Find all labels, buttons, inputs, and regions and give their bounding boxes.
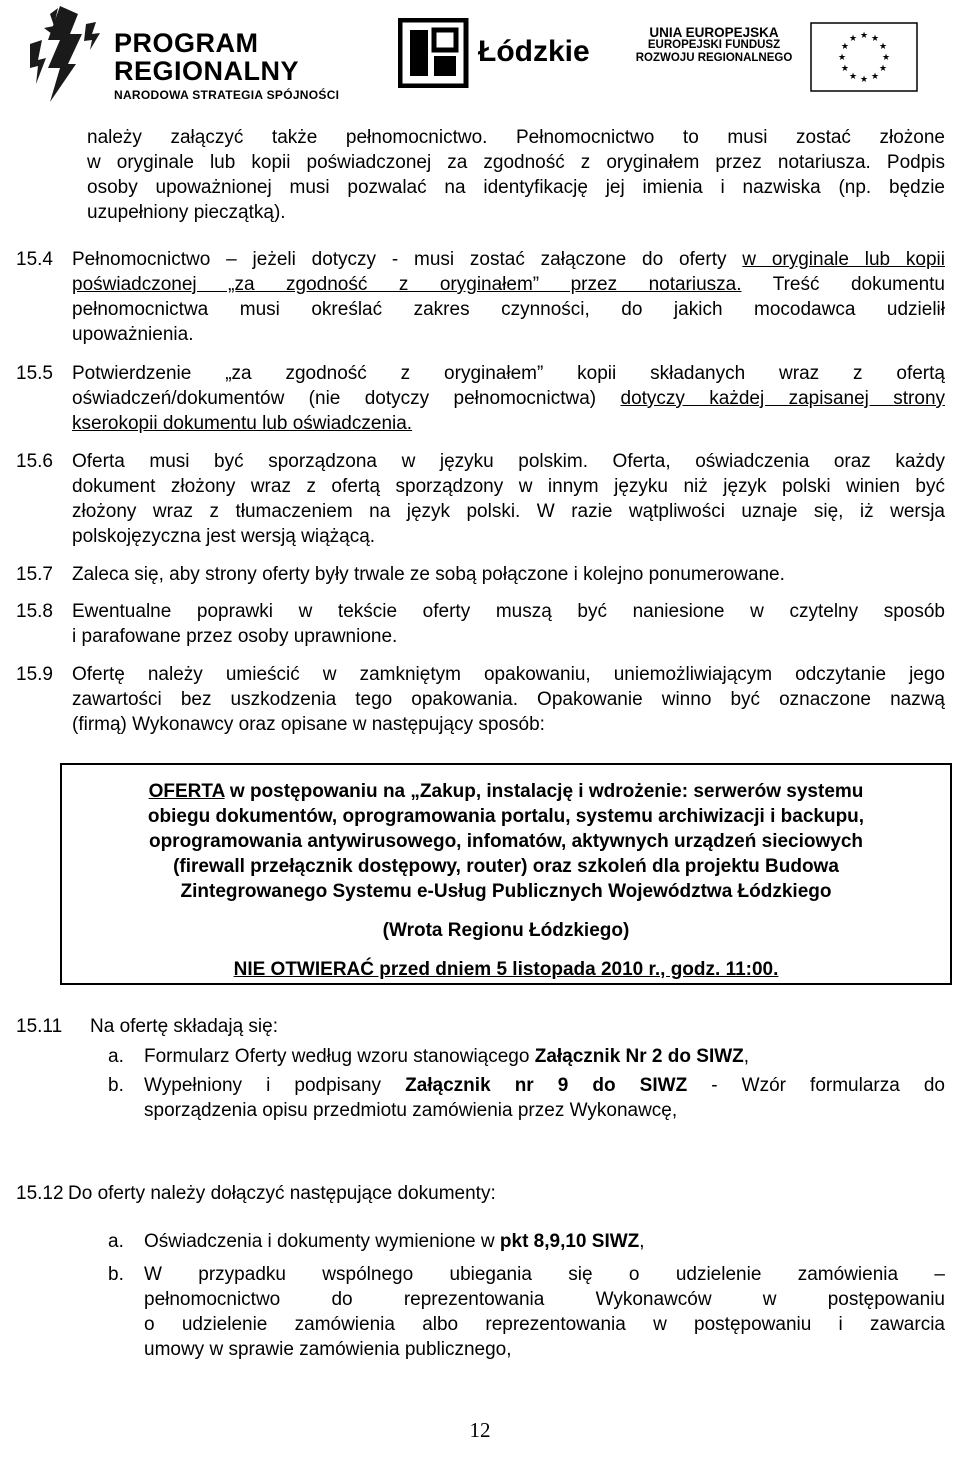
section-15-12-title: Do oferty należy dołączyć następujące dokumenty:: [68, 1183, 496, 1204]
eu-star-icon: ★: [870, 33, 880, 44]
eu-line1: UNIA EUROPEJSKA: [649, 25, 779, 40]
s15-5-underlined-2: kserokopii dokumentu lub oświadczenia.: [72, 413, 413, 434]
s15-4-text: Pełnomocnictwo – jeżeli dotyczy - musi zostać załączone do oferty: [72, 249, 743, 270]
section-15-4-line4: upoważnienia.: [72, 324, 194, 345]
box-line5: Zintegrowanego Systemu e-Usług Publicznych Województwa Łódzkiego: [180, 881, 832, 902]
section-15-9-line3: (firmą) Wykonawcy oraz opisane w następujący sposób:: [72, 714, 545, 735]
intro-line2: w oryginale lub kopii poświadczonej za zgodność z oryginałem przez notariusza. Podpis: [87, 152, 945, 173]
s15-12-a-line: [144, 1229, 945, 1254]
eu-text: [634, 26, 794, 65]
box-line1-text: w postępowaniu na „Zakup, instalację i wdrożenie: serwerów systemu: [224, 781, 864, 802]
section-15-6-line4: polskojęzyczna jest wersją wiążącą.: [72, 526, 376, 547]
box-line3: oprogramowania antywirusowego, infomatów, aktywnych urządzeń sieciowych: [148, 831, 864, 852]
s15-12-b-line3: o udzielenie zamówienia albo reprezentowania w postępowaniu i zawarcia: [144, 1314, 945, 1335]
section-15-9-line2: zawartości bez uszkodzenia tego opakowania. Opakowanie winno być oznaczone nazwą: [72, 689, 945, 710]
program-regionalny-logo: [30, 4, 360, 104]
section-15-11-title: Na ofertę składają się:: [90, 1016, 278, 1037]
section-15-6-number: 15.6: [16, 451, 53, 472]
page-number: 12: [469, 1418, 491, 1442]
intro-line4: uzupełniony pieczątką).: [87, 202, 286, 223]
section-15-8-line1: Ewentualne poprawki w tekście oferty muszą być naniesione w czytelny sposób: [72, 601, 945, 622]
s15-12-b-line2: pełnomocnictwo do reprezentowania Wykonawców w postępowaniu: [144, 1289, 945, 1310]
s15-4-text-2: Treść dokumentu: [741, 274, 945, 295]
eu-star-icon: ★: [840, 42, 849, 52]
s15-11-a-bold: Załącznik Nr 2 do SIWZ: [534, 1046, 744, 1067]
eu-flag-icon: [810, 22, 918, 92]
s15-12-b-line1: W przypadku wspólnego ubiegania się o udzielenie zamówienia –: [144, 1264, 945, 1285]
eu-star-icon: ★: [848, 33, 858, 44]
lodzkie-logo: [398, 18, 588, 88]
eu-star-icon: ★: [879, 64, 888, 74]
s15-12-a-label: a.: [108, 1231, 124, 1252]
s15-5-underlined: dotyczy każdej zapisanej strony: [620, 388, 946, 409]
offer-label-box: [60, 763, 952, 985]
s15-11-a-text: Formularz Oferty według wzoru stanowiącego: [144, 1046, 535, 1067]
program-line1: PROGRAM: [114, 28, 259, 58]
section-15-5-number: 15.5: [16, 363, 53, 384]
section-15-5-line3: [72, 411, 945, 436]
section-15-9-number: 15.9: [16, 664, 53, 685]
eu-logo: [634, 22, 934, 92]
box-line4: (firewall przełącznik dostępowy, router) oraz szkoleń dla projektu Budowa: [173, 856, 839, 877]
s15-12-a-end: ,: [639, 1231, 645, 1252]
section-15-8-number: 15.8: [16, 601, 53, 622]
section-15-4-line1: [72, 247, 945, 272]
program-line2: REGIONALNY: [114, 56, 300, 86]
eu-star-icon: ★: [870, 72, 880, 83]
box-line7: NIE OTWIERAĆ przed dniem 5 listopada 2010 r., godz. 11:00.: [233, 959, 779, 980]
s15-4-underlined-2: poświadczonej „za zgodność z oryginałem” przez notariusza.: [72, 274, 742, 295]
eu-star-icon: ★: [840, 64, 849, 74]
section-15-8-line2: i parafowane przez osoby uprawnione.: [72, 626, 398, 647]
s15-11-b-label: b.: [108, 1075, 124, 1096]
s15-12-b-label: b.: [108, 1264, 124, 1285]
s15-11-a-line: [144, 1044, 945, 1069]
intro-line1: należy załączyć także pełnomocnictwo. Pełnomocnictwo to musi zostać złożone: [87, 127, 945, 148]
section-15-7-line1: Zaleca się, aby strony oferty były trwale ze sobą połączone i kolejno ponumerowane.: [72, 564, 785, 585]
lodzkie-text: Łódzkie: [478, 35, 590, 68]
section-15-6-line3: złożony wraz z tłumaczeniem na język polski. W razie wątpliwości uznaje się, iż wersja: [72, 501, 945, 522]
box-line2: obiegu dokumentów, oprogramowania portalu, systemu archiwizacji i backupu,: [147, 806, 865, 827]
program-line3: NARODOWA STRATEGIA SPÓJNOŚCI: [114, 88, 340, 102]
s15-11-a-label: a.: [108, 1046, 124, 1067]
section-15-5-line1: Potwierdzenie „za zgodność z oryginałem” kopii składanych wraz z ofertą: [72, 363, 945, 384]
box-oferta: OFERTA: [148, 781, 225, 802]
eu-star-icon: ★: [859, 31, 869, 41]
eu-star-icon: ★: [879, 42, 888, 52]
s15-11-b-line1: [144, 1073, 945, 1098]
box-line1: [62, 779, 950, 804]
section-15-4-line2: [72, 272, 945, 297]
section-15-7-number: 15.7: [16, 564, 53, 585]
eu-line3: ROZWOJU REGIONALNEGO: [635, 52, 793, 64]
section-15-9-line1: Ofertę należy umieścić w zamkniętym opakowaniu, uniemożliwiającym odczytanie jego: [72, 664, 945, 685]
s15-11-b-line2: sporządzenia opisu przedmiotu zamówienia przez Wykonawcę,: [144, 1100, 678, 1121]
s15-11-a-end: ,: [743, 1046, 750, 1067]
section-15-4-number: 15.4: [16, 249, 53, 270]
section-15-6-line2: dokument złożony wraz z ofertą sporządzony w innym języku niż język polski winien być: [72, 476, 945, 497]
s15-12-b-line4: umowy w sprawie zamówienia publicznego,: [144, 1339, 512, 1360]
eu-star-icon: ★: [881, 53, 891, 63]
s15-11-b-bold: Załącznik nr 9 do SIWZ: [405, 1075, 688, 1096]
eu-star-icon: ★: [848, 72, 858, 83]
s15-5-text: oświadczeń/dokumentów (nie dotyczy pełnomocnictwa): [72, 388, 621, 409]
s15-11-b-text2: - Wzór formularza do: [687, 1075, 945, 1096]
section-15-5-line2: [72, 386, 945, 411]
section-15-4-line3: pełnomocnictwa musi określać zakres czynności, do jakich mocodawca udzielił: [72, 299, 945, 320]
section-15-11-number: 15.11: [16, 1016, 63, 1037]
box-line6: (Wrota Regionu Łódzkiego): [382, 920, 630, 941]
s15-12-a-text: Oświadczenia i dokumenty wymienione w: [144, 1231, 500, 1252]
s15-4-underlined: w oryginale lub kopii: [742, 249, 945, 270]
s15-12-a-bold: pkt 8,9,10 SIWZ: [499, 1231, 640, 1252]
eu-star-icon: ★: [859, 75, 869, 85]
lodzkie-emblem-icon: [398, 18, 470, 88]
section-15-12-number: 15.12: [16, 1183, 64, 1204]
program-regionalny-emblem-icon: [30, 4, 110, 104]
eu-line2: EUROPEJSKI FUNDUSZ: [647, 39, 781, 51]
s15-11-b-text1: Wypełniony i podpisany: [144, 1075, 406, 1096]
section-15-6-line1: Oferta musi być sporządzona w języku polskim. Oferta, oświadczenia oraz każdy: [72, 451, 945, 472]
intro-line3: osoby upoważnionej musi pozwalać na identyfikację jej imienia i nazwiska (np. będzie: [87, 177, 945, 198]
eu-star-icon: ★: [837, 53, 847, 63]
